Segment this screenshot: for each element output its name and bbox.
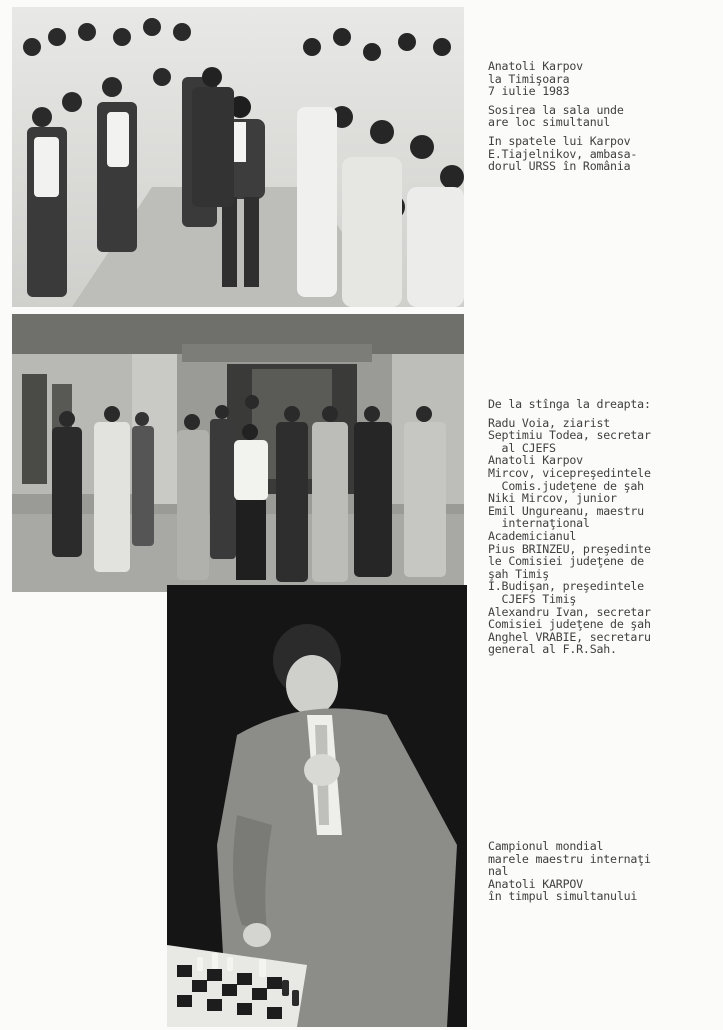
caption-line: Sosirea la sala unde — [488, 102, 624, 117]
caption-line: CJEFS Timiş — [488, 591, 577, 606]
caption-line: la Timişoara — [488, 71, 570, 86]
caption-line: I.Budişan, preşedintele — [488, 579, 644, 594]
photo-group-entrance — [12, 314, 464, 592]
caption-line: E.Tiajelnikov, ambasa- — [488, 146, 638, 161]
caption-line: Mircov, vicepreşedintele — [488, 465, 651, 480]
caption-line: Niki Mircov, junior — [488, 491, 617, 506]
caption-champion — [488, 840, 718, 903]
caption-line: Comis.judeţene de şah — [488, 478, 644, 493]
caption-line: al CJEFS — [488, 440, 556, 455]
caption-group-names — [488, 398, 718, 656]
caption-line: le Comisiei judeţene de — [488, 554, 644, 569]
caption-line: Anghel VRABIE, secretaru — [488, 629, 651, 644]
caption-line: are loc simultanul — [488, 115, 611, 130]
caption-heading: De la stînga la dreapta: — [488, 397, 651, 411]
caption-line: general al F.R.Sah. — [488, 642, 617, 657]
caption-line: Alexandru Ivan, secretar — [488, 604, 651, 619]
caption-line: Anatoli Karpov — [488, 453, 583, 468]
caption-line: Anatoli KARPOV — [488, 876, 583, 891]
caption-line: Campionul mondial — [488, 839, 604, 853]
caption-line: In spatele lui Karpov — [488, 133, 631, 148]
caption-arrival — [488, 60, 718, 173]
caption-line: Anatoli Karpov — [488, 59, 583, 73]
caption-line: internaţional — [488, 516, 590, 531]
caption-line: Pius BRINZEU, preşedinte — [488, 541, 651, 556]
photo-karpov-chess — [167, 585, 467, 1027]
caption-line: marele maestru internaţi — [488, 851, 651, 866]
caption-line: Radu Voia, ziarist — [488, 415, 611, 430]
caption-line: dorul URSS în România — [488, 159, 631, 174]
caption-date: 7 iulie 1983 — [488, 84, 570, 99]
caption-line: Septimiu Todea, secretar — [488, 428, 651, 443]
caption-line: nal — [488, 864, 509, 879]
caption-line: în timpul simultanului — [488, 889, 638, 904]
photo-arrival-crowd — [12, 7, 464, 307]
caption-line: Comisiei judeţene de şah — [488, 617, 651, 632]
caption-line: şah Timiş — [488, 566, 550, 581]
caption-line: Emil Ungureanu, maestru — [488, 503, 644, 518]
caption-line: Academicianul — [488, 528, 577, 543]
